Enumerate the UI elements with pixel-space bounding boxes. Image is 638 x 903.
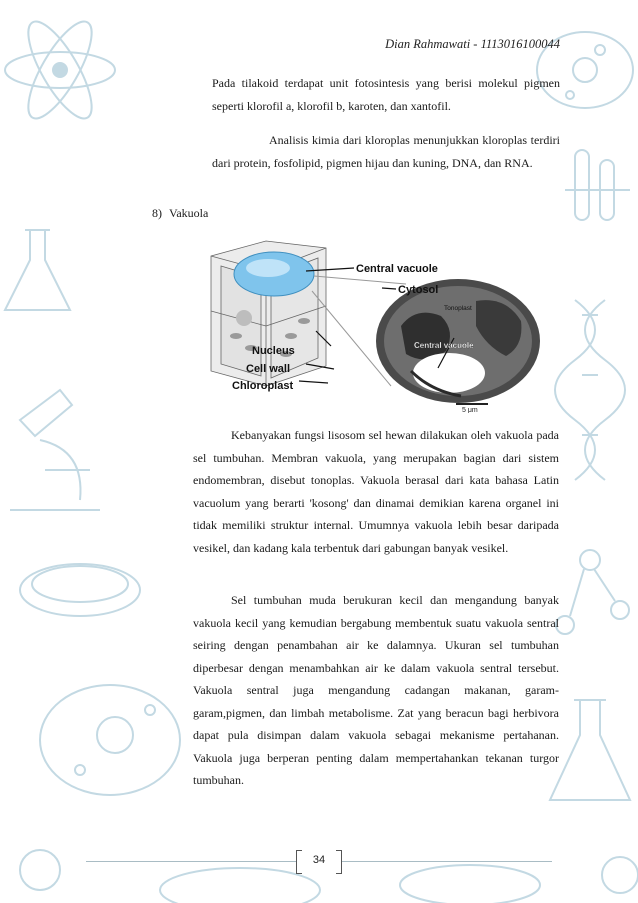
- section-heading-vakuola: [152, 206, 208, 221]
- label-cytosol: Cytosol: [398, 284, 439, 296]
- label-central-vacuole-inner: Central vacuole: [414, 341, 474, 350]
- label-nucleus: Nucleus: [252, 345, 295, 357]
- page-number: 34: [312, 854, 326, 866]
- footer-rule-left: [86, 861, 296, 862]
- footer-rule-right: [342, 861, 552, 862]
- section-number: 8): [152, 206, 162, 220]
- section-title: Vakuola: [169, 206, 209, 220]
- label-tonoplast: Tonoplast: [444, 305, 472, 312]
- page-header-author: Dian Rahmawati - 1113016100044: [385, 37, 560, 51]
- vacuole-highlight: [246, 259, 290, 277]
- label-chloroplast: Chloroplast: [232, 380, 294, 392]
- vacuole-diagram-figure: [206, 236, 550, 413]
- scale-label: 5 μm: [462, 407, 478, 413]
- paragraph-analisis-kloroplas: Analisis kimia dari kloroplas menunjukkan kloroplas terdiri dari protein, fosfolipid, pigmen hijau dan kuning, DNA, dan RNA.: [212, 133, 560, 170]
- page-number-box: [296, 850, 342, 872]
- paragraph-tilakoid: Pada tilakoid terdapat unit fotosintesis yang berisi molekul pigmen seperti klorofil a, klorofil b, karoten, dan xantofil.: [212, 76, 560, 113]
- label-central-vacuole: Central vacuole: [356, 263, 438, 275]
- paragraph-kebanyakan-fungsi: Kebanyakan fungsi lisosom sel hewan dilakukan oleh vakuola pada sel tumbuhan. Membran vakuola, yang merupakan bagian dari sistem endomembran, disebut tonoplas. Vakuola berasal dari kata bahasa Latin vacuolum yang berarti 'kosong' dan dinamai demikian karena organel ini tidak memiliki struktur internal. Umumnya vakuola lebih besar daripada vesikel, dan kadang kala terbentuk dari gabungan banyak vesikel.: [193, 428, 559, 555]
- paragraph-sel-tumbuhan-muda: Sel tumbuhan muda berukuran kecil dan mengandung banyak vakuola kecil yang kemudian bergabung membentuk suatu vakuola sentral seiring dengan penambahan air ke dalamnya. Ukuran sel tumbuhan diperbesar dengan menambahkan air ke dalam vakuola sentral tersebut. Vakuola sentral juga mengandung cadangan makanan, garam-garam,pigmen, dan limbah metabolisme. Zat yang beracun bagi herbivora dapat pula disimpan dalam vakuola sebagai mekanisme pertahanan. Vakuola juga berperan penting dalam mempertahankan tekanan turgor tumbuhan.: [193, 593, 559, 787]
- label-cell-wall: Cell wall: [246, 363, 291, 375]
